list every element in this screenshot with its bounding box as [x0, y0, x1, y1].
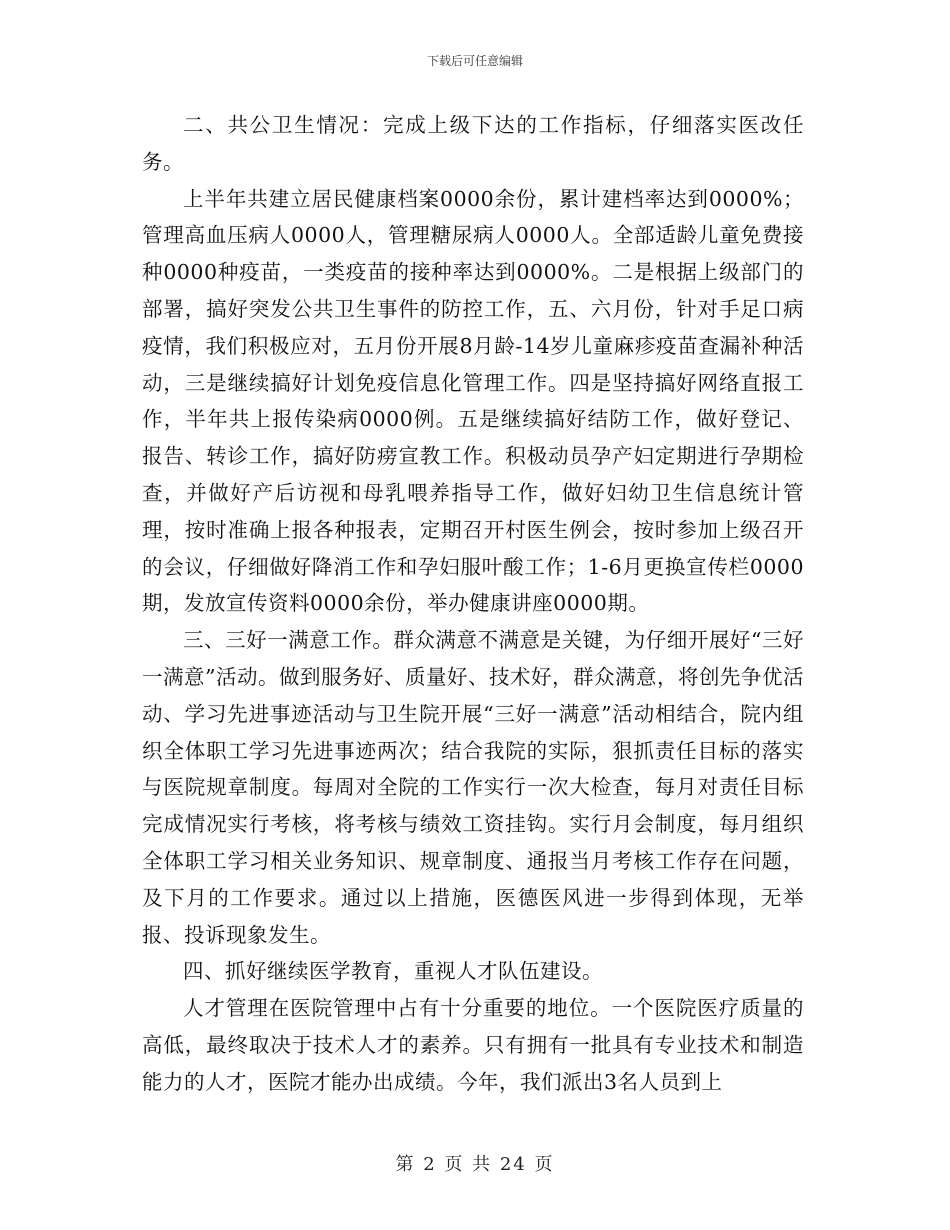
page-header: 下载后可任意编辑 — [426, 54, 523, 68]
paragraph-talent-management: 人才管理在医院管理中占有十分重要的地位。一个医院医疗质量的高低，最终取决于技术人才的素养。只有拥有一批具有专业技术和制造能力的人才，医院才能办出成绩。今年，我们派出3名人员到上 — [142, 996, 804, 1094]
paragraph-public-health-heading: 二、共公卫生情况：完成上级下达的工作指标，仔细落实医改任务。 — [142, 113, 804, 174]
paragraph-three-good-one-satisfied: 三、三好一满意工作。群众满意不满意是关键，为仔细开展好“三好一满意”活动。做到服务好、质量好、技术好，群众满意，将创先争优活动、学习先进事迹活动与卫生院开展“三好一满意”活动相结合，院内组织全体职工学习先进事迹两次；结合我院的实际，狠抓责任目标的落实与医院规章制度。每周对全院的工作实行一次大检查，每月对责任目标完成情况实行考核，将考核与绩效工资挂钩。实行月会制度，每月组织全体职工学习相关业务知识、规章制度、通报当月考核工作存在问题，及下月的工作要求。通过以上措施，医德医风进一步得到体现，无举报、投诉现象发生。 — [142, 628, 804, 947]
paragraph-continuing-education-heading: 四、抓好继续医学教育，重视人才队伍建设。 — [183, 959, 603, 984]
page-number-footer: 第 2 页 共 24 页 — [395, 1154, 555, 1175]
document-body — [142, 107, 804, 1101]
paragraph-public-health-details: 上半年共建立居民健康档案0000余份，累计建档率达到0000%；管理高血压病人0000人，管理糖尿病人0000人。全部适龄儿童免费接种0000种疫苗，一类疫苗的接种率达到0000%。二是根据上级部门的部署，搞好突发公共卫生事件的防控工作，五、六月份，针对手足口病疫情，我们积极应对，五月份开展8月龄-14岁儿童麻疹疫苗查漏补种活动，三是继续搞好计划免疫信息化管理工作。四是坚持搞好网络直报工作，半年共上报传染病0000例。五是继续搞好结防工作，做好登记、报告、转诊工作，搞好防痨宣教工作。积极动员孕产妇定期进行孕期检查，并做好产后访视和母乳喂养指导工作，做好妇幼卫生信息统计管理，按时准确上报各种报表，定期召开村医生例会，按时参加上级召开的会议，仔细做好降消工作和孕妇服叶酸工作；1-6月更换宣传栏0000期，发放宣传资料0000余份，举办健康讲座0000期。 — [142, 186, 804, 616]
